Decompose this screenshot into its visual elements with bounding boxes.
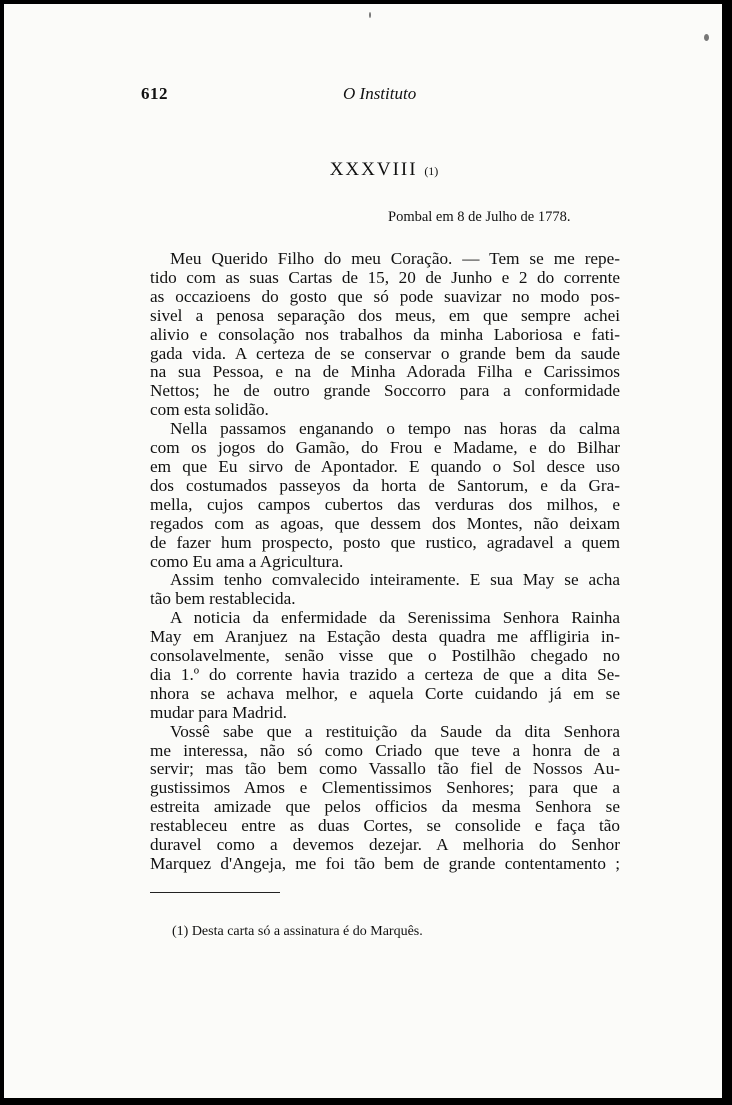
body-line: dos costumados passeyos da horta de Santorum, e da Gra- [150,475,620,495]
body-line: dia 1.º do corrente havia trazido a certeza de que a dita Se- [150,664,620,684]
body-line: nhora se achava melhor, e aquela Corte cuidando já em se [150,683,620,703]
body-line: como Eu ama a Agricultura. [150,551,344,571]
body-line: mudar para Madrid. [150,702,287,722]
body-line: gada vida. A certeza de se conservar o grande bem da saude [150,343,620,363]
body-line: Assim tenho comvalecido inteiramente. E sua May se acha [170,570,620,590]
body-line: May em Aranjuez na Estação desta quadra me affligiria in- [150,627,620,647]
body-line: gustissimos Amos e Clementissimos Senhores; para que a [150,778,620,798]
body-line: regados com as agoas, que dessem dos Montes, não deixam [150,513,620,533]
body-line: sivel a penosa separação dos meus, em que sempre achei [150,305,620,325]
body-line: com esta solidão. [150,400,269,420]
body-line: Meu Querido Filho do meu Coração. — Tem se me repe- [170,249,620,268]
body-line: as occazioens do gosto que só pode suavizar no modo pos- [150,286,620,306]
body-line: Nettos; he de outro grande Soccorro para a conformidade [150,381,620,401]
body-line: alivio e consolação nos trabalhos da minha Laboriosa e fati- [150,324,620,344]
body-line: tão bem restablecida. [150,589,296,609]
running-head [141,84,641,108]
journal-title: O Instituto [343,84,417,103]
footnote: (1) Desta carta só a assinatura é do Marquês. [172,924,423,939]
body-line: tido com as suas Cartas de 15, 20 de Junho e 2 do corrente [150,267,620,287]
body-line: servir; mas tão bem como Vassallo tão fiel de Nossos Au- [150,759,620,779]
body-line: duravel como a devemos dezejar. A melhoria do Senhor [150,835,620,855]
footnote-rule [150,892,280,893]
body-line: consolavelmente, senão visse que o Postilhão chegado no [150,646,620,666]
letter-body [150,250,620,874]
body-line: restableceu entre as duas Cortes, se consolide e faça tão [150,816,620,836]
page-number: 612 [141,84,168,103]
footnote-reference: (1) [424,164,439,178]
dateline: Pombal em 8 de Julho de 1778. [388,209,571,225]
letter-number: XXXVIII [329,159,418,180]
body-line: me interessa, não só como Criado que teve a honra de a [150,740,620,760]
letter-heading [4,159,722,181]
body-line: mella, cujos campos cubertos das verduras dos milhos, e [150,494,620,514]
scanned-page [4,4,722,1098]
scan-speck [704,34,709,41]
body-line: Nella passamos enganando o tempo nas horas da calma [170,419,620,439]
body-line: em que Eu sirvo de Apontador. E quando o Sol desce uso [150,456,620,476]
body-line: estreita amizade que pelos officios da mesma Senhora se [150,797,620,817]
body-line: A noticia da enfermidade da Serenissima Senhora Rainha [170,608,620,628]
body-line: com os jogos do Gamão, do Frou e Madame, e do Bilhar [150,438,620,458]
body-line: Vossê sabe que a restituição da Saude da dita Senhora [170,721,620,741]
body-line: Marquez d'Angeja, me foi tão bem de grande contentamento ; [150,854,620,873]
body-line: de fazer hum prospecto, posto que rustico, agradavel a quem [150,532,620,552]
scan-speck [369,12,371,18]
body-line: na sua Pessoa, e na de Minha Adorada Filha e Carissimos [150,362,620,382]
